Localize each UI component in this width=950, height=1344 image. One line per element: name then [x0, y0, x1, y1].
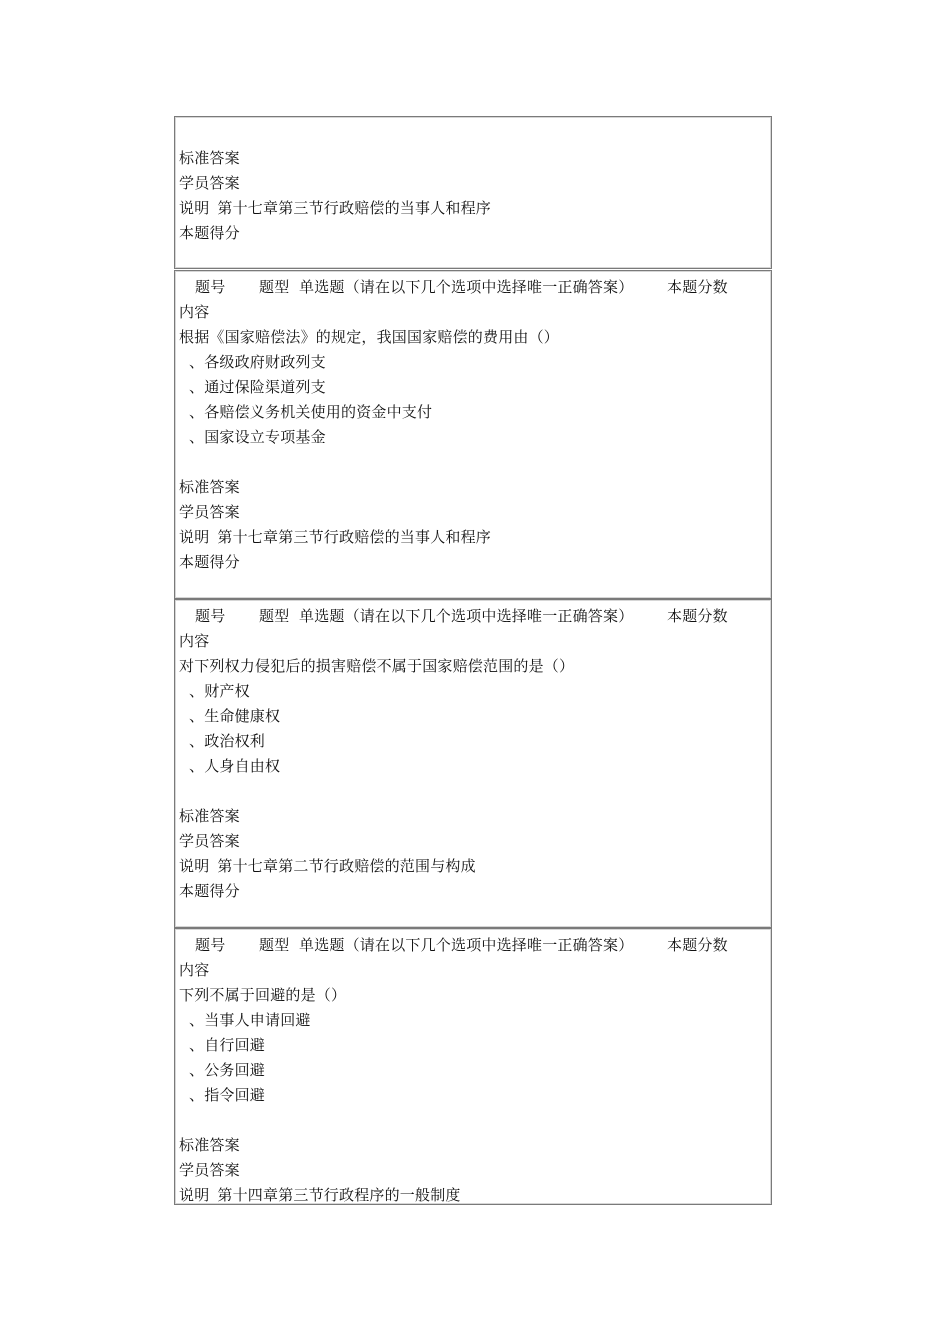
option-b: 、自行回避: [189, 1036, 266, 1054]
explanation-label: 说明: [179, 199, 210, 217]
option-b: 、通过保险渠道列支: [189, 378, 326, 396]
explanation-text: 第十七章第二节行政赔偿的范围与构成: [217, 857, 476, 875]
option-d: 、人身自由权: [189, 757, 281, 775]
option-b: 、生命健康权: [189, 707, 281, 725]
option-d: 、指令回避: [189, 1086, 266, 1104]
explanation-text: 第十七章第三节行政赔偿的当事人和程序: [217, 199, 492, 217]
question-block-2: [174, 599, 772, 928]
explanation-label: 说明: [179, 857, 210, 875]
question-no-label: 题号: [195, 936, 226, 954]
explanation-text: 第十四章第三节行政程序的一般制度: [217, 1186, 461, 1204]
question-score-label: 本题分数: [667, 278, 728, 296]
question-type-value: 单选题（请在以下几个选项中选择唯一正确答案）: [299, 936, 634, 954]
standard-answer-label: 标准答案: [179, 807, 240, 825]
question-header: [195, 933, 728, 958]
question-block-1: [174, 270, 772, 599]
option-a: 、财产权: [189, 682, 250, 700]
score-label: 本题得分: [179, 224, 240, 242]
content-label: 内容: [179, 303, 210, 321]
option-c: 、公务回避: [189, 1061, 266, 1079]
option-a: 、各级政府财政列支: [189, 353, 326, 371]
standard-answer-label: 标准答案: [179, 1136, 240, 1154]
question-type-label: 题型: [259, 278, 290, 296]
score-label: 本题得分: [179, 882, 240, 900]
question-no-label: 题号: [195, 607, 226, 625]
standard-answer-label: 标准答案: [179, 478, 240, 496]
question-stem: 对下列权力侵犯后的损害赔偿不属于国家赔偿范围的是（）: [179, 657, 575, 675]
score-label: 本题得分: [179, 553, 240, 571]
question-no-label: 题号: [195, 278, 226, 296]
question-score-label: 本题分数: [667, 936, 728, 954]
content-label: 内容: [179, 961, 210, 979]
explanation-row: [179, 525, 491, 550]
content-label: 内容: [179, 632, 210, 650]
standard-answer-label: 标准答案: [179, 149, 240, 167]
option-d: 、国家设立专项基金: [189, 428, 326, 446]
question-block-prev: [174, 116, 772, 269]
question-stem: 根据《国家赔偿法》的规定，我国国家赔偿的费用由（）: [179, 328, 560, 346]
student-answer-label: 学员答案: [179, 503, 240, 521]
student-answer-label: 学员答案: [179, 1161, 240, 1179]
option-c: 、各赔偿义务机关使用的资金中支付: [189, 403, 433, 421]
question-type-value: 单选题（请在以下几个选项中选择唯一正确答案）: [299, 278, 634, 296]
question-block-3: [174, 928, 772, 1205]
explanation-text: 第十七章第三节行政赔偿的当事人和程序: [217, 528, 492, 546]
student-answer-label: 学员答案: [179, 174, 240, 192]
question-header: [195, 275, 728, 300]
explanation-row: [179, 1183, 461, 1208]
explanation-label: 说明: [179, 528, 210, 546]
question-header: [195, 604, 728, 629]
explanation-label: 说明: [179, 1186, 210, 1204]
question-type-value: 单选题（请在以下几个选项中选择唯一正确答案）: [299, 607, 634, 625]
question-score-label: 本题分数: [667, 607, 728, 625]
student-answer-label: 学员答案: [179, 832, 240, 850]
option-a: 、当事人申请回避: [189, 1011, 311, 1029]
explanation-row: [179, 196, 491, 221]
question-stem: 下列不属于回避的是（）: [179, 986, 347, 1004]
explanation-row: [179, 854, 476, 879]
option-c: 、政治权利: [189, 732, 266, 750]
question-type-label: 题型: [259, 607, 290, 625]
question-type-label: 题型: [259, 936, 290, 954]
